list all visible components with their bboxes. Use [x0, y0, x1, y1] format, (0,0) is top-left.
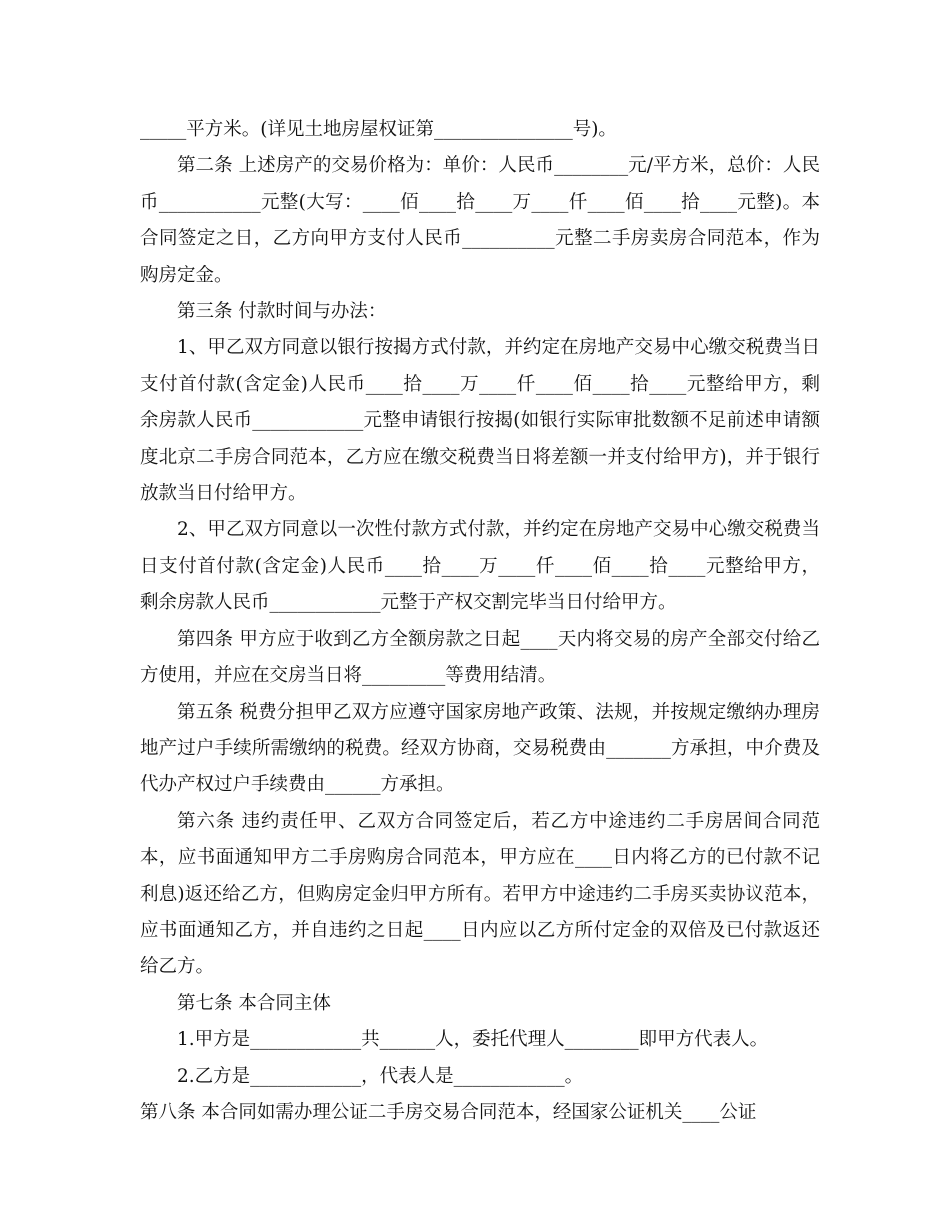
- paragraph-article-7-party-b: 2.乙方是____________，代表人是____________。: [177, 1065, 584, 1087]
- paragraph-article-7-heading: 第七条 本合同主体: [177, 992, 331, 1014]
- paragraph-article-3-item-1: 1、甲乙双方同意以银行按揭方式付款，并约定在房地产交易中心缴交税费当日支付首付款(含定金)人民币____拾____万____仟____佰____拾____元整给甲方，剩余房款人民币____________元整申请银行按揭(如银行实际审批数额不足前述申请额度北京二手房合同范本，乙方应在缴交税费当日将差额一并支付给甲方)，并于银行放款当日付给甲方。: [140, 337, 820, 505]
- paragraph-article-3-item-2: 2、甲乙双方同意以一次性付款方式付款，并约定在房地产交易中心缴交税费当日支付首付款(含定金)人民币____拾____万____仟____佰____拾____元整给甲方，剩余房款人民币____________元整于产权交割完毕当日付给甲方。: [140, 519, 820, 614]
- paragraph-article-8-notary: 第八条 本合同如需办理公证二手房交易合同范本，经国家公证机关____公证: [140, 1101, 757, 1123]
- paragraph-article-3-heading: 第三条 付款时间与办法：: [177, 301, 387, 323]
- contract-body: [140, 112, 820, 1131]
- paragraph-article-5-taxes: 第五条 税费分担甲乙双方应遵守国家房地产政策、法规，并按规定缴纳办理房地产过户手续所需缴纳的税费。经双方协商，交易税费由_______方承担，中介费及代办产权过户手续费由______方承担。: [140, 701, 820, 796]
- paragraph-article-6-breach: 第六条 违约责任甲、乙双方合同签定后，若乙方中途违约二手房居间合同范本，应书面通知甲方二手房购房合同范本，甲方应在____日内将乙方的已付款不记利息)返还给乙方，但购房定金归甲方所有。若甲方中途违约二手房买卖协议范本，应书面通知乙方，并自违约之日起____日内应以乙方所付定金的双倍及已付款返还给乙方。: [140, 810, 820, 978]
- paragraph-article-2-price: 第二条 上述房产的交易价格为：单价：人民币________元/平方米，总价：人民币___________元整(大写：____佰____拾____万____仟____佰____拾____元整)。本合同签定之日，乙方向甲方支付人民币__________元整二手房卖房合同范本，作为购房定金。: [140, 155, 820, 286]
- paragraph-article-7-party-a: 1.甲方是____________共______人，委托代理人________即甲方代表人。: [177, 1029, 769, 1051]
- paragraph-area-continuation: _____平方米。(详见土地房屋权证第_______________号)。: [140, 119, 617, 140]
- paragraph-article-4-delivery: 第四条 甲方应于收到乙方全额房款之日起____天内将交易的房产全部交付给乙方使用，并应在交房当日将_________等费用结清。: [140, 628, 820, 687]
